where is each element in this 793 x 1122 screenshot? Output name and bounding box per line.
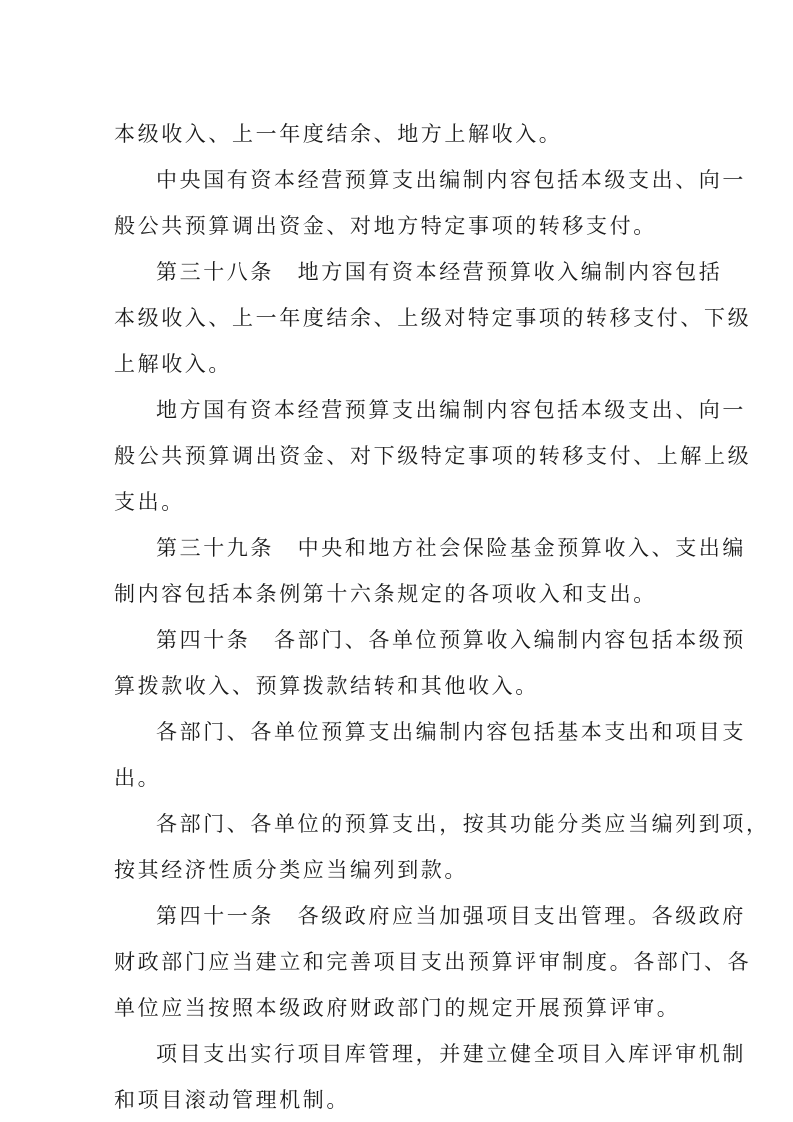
text-line: 般公共预算调出资金、对地方特定事项的转移支付。 <box>114 214 657 238</box>
paragraph-first-line: 各部门、各单位预算支出编制内容包括基本支出和项目支 <box>156 720 746 744</box>
text-line: 般公共预算调出资金、对下级特定事项的转移支付、上解上级 <box>114 444 752 468</box>
text-line: 单位应当按照本级政府财政部门的规定开展预算评审。 <box>114 996 681 1020</box>
text-line: 和项目滚动管理机制。 <box>114 1088 350 1112</box>
text-line: 出。 <box>114 766 162 790</box>
text-line: 本级收入、上一年度结余、地方上解收入。 <box>114 122 563 146</box>
paragraph-first-line: 中央国有资本经营预算支出编制内容包括本级支出、向一 <box>156 168 746 192</box>
article-41-heading-line: 第四十一条 各级政府应当加强项目支出管理。各级政府 <box>156 904 746 928</box>
article-40-heading-line: 第四十条 各部门、各单位预算收入编制内容包括本级预 <box>156 628 746 652</box>
text-line: 上解收入。 <box>114 352 232 376</box>
paragraph-first-line: 地方国有资本经营预算支出编制内容包括本级支出、向一 <box>156 398 746 422</box>
text-line: 制内容包括本条例第十六条规定的各项收入和支出。 <box>114 582 657 606</box>
article-39-heading-line: 第三十九条 中央和地方社会保险基金预算收入、支出编 <box>156 536 746 560</box>
text-line: 算拨款收入、预算拨款结转和其他收入。 <box>114 674 539 698</box>
text-line: 财政部门应当建立和完善项目支出预算评审制度。各部门、各 <box>114 950 752 974</box>
paragraph-first-line: 项目支出实行项目库管理，并建立健全项目入库评审机制 <box>156 1042 746 1066</box>
text-line: 支出。 <box>114 490 185 514</box>
text-line: 按其经济性质分类应当编列到款。 <box>114 858 468 882</box>
text-line: 本级收入、上一年度结余、上级对特定事项的转移支付、下级 <box>114 306 752 330</box>
article-38-heading-line: 第三十八条 地方国有资本经营预算收入编制内容包括 <box>156 260 723 284</box>
paragraph-first-line: 各部门、各单位的预算支出，按其功能分类应当编列到项， <box>156 812 770 836</box>
